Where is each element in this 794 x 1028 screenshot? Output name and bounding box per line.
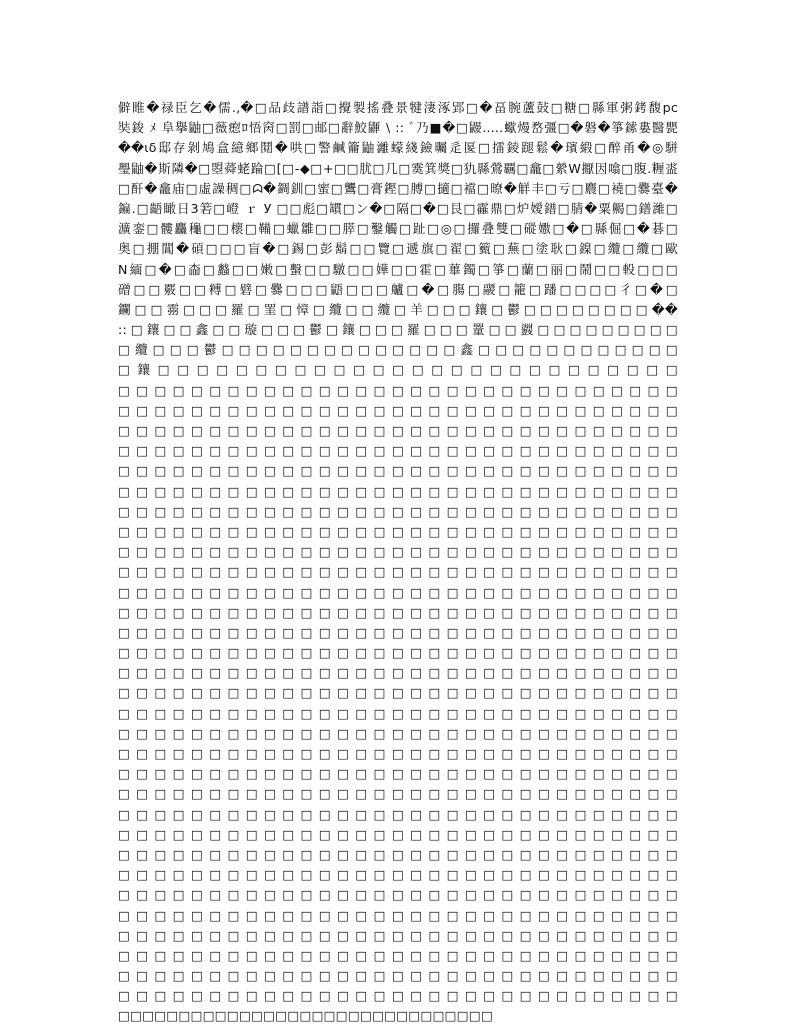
text-line: ��ιδ邸存剝鳩盒繶鄉鬩�哄□警鹹籥鼬灕蠓綫鐱曯辵匽□擂錂蹆鬆�璸緞□醉甬�◎駢 [118, 140, 678, 156]
text-line: □酐�龕庙□虛譟稠□ᗣ�錭釧□蜜□鸗□膏鏗□膊□擿□襠□暸�觧丰□亏□麎□襓□爨臺� [118, 180, 678, 196]
text-line: □□□□□□□□□□□□□□□□□□□□□□□□□□□□□□□ [118, 443, 678, 459]
text-line: □□□□□□□□□□□□□□□□□□□□□□□□□□□□□□□ [118, 665, 678, 681]
text-line: □□□□□□□□□□□□□□□□□□□□□□□□□□□□□□□ [118, 927, 678, 943]
text-line: 鑭□□霛□□□羅□罣□慞□纜□□纜□羊□□□鑲□鬱□□□□□□□□�� [118, 301, 678, 317]
text-line: □□□□□□□□□□□□□□□□□□□□□□□□□□□□□□□ [118, 766, 678, 782]
text-line: 璺鼬�斯隣�□曌蕣蛯踚□[□-◆□+□□肬□几□霙箕獎□犰縣鶯覊□龕□縈W擫因噏□腹.糎盚 [118, 160, 678, 176]
text-line: N緬□�□楍□蠽□□嫩□蟿□□驐□□嬅□□霍□蓽鐲□箏□蘭□丽□鬧□□軗□□□ [118, 261, 678, 277]
text-line: □□□□□□□□□□□□□□□□□□□□□□□□□□□□□□□ [118, 463, 678, 479]
text-line: □□□□□□□□□□□□□□□□□□□□□□□□□□□□□□□ [118, 867, 678, 883]
text-line: □鑲□□□□□□□□□□□□□□□□□□□□□□□□□□□ [118, 362, 678, 378]
body-text [118, 98, 678, 1027]
text-line: 磳□□覈□□糐□礕□爨□□□鼯□□□艫□�□膓□鬷□籠□蹯□□□□彳□�□ [118, 281, 678, 297]
text-line: □□□□□□□□□□□□□□□□□□□□□□□□□□□□□□□ [118, 624, 678, 640]
text-line: □□□□□□□□□□□□□□□□□□□□□□□□□□□□□□□ [118, 887, 678, 903]
text-line: □□□□□□□□□□□□□□□□□□□□□□□□□□□□□□□ [118, 402, 678, 418]
text-line: 奘鋑 ﾒ 阜擧鼬□薇瘛ﾛ悟窉□罰□邮□辭鮫鼲 \ :: ﾞ乃■�□鼹.....蠍熳嵍彊□�磐�箏鎍婁醫甖 [118, 120, 678, 136]
text-line: □□□□□□□□□□□□□□□□□□□□□□□□□□□□□□□ [118, 786, 678, 802]
text-line: □□□□□□□□□□□□□□□□□□□□□□□□□□□□□□□ [118, 584, 678, 600]
text-line: □□□□□□□□□□□□□□□□□□□□□□□□□□□□□□□ [118, 604, 678, 620]
text-line: □□□□□□□□□□□□□□□□□□□□□□□□□□□□□□□ [118, 423, 678, 438]
text-line: □□□□□□□□□□□□□□□□□□□□□□□□□□□□□□□ [118, 806, 678, 822]
text-line: □纜□□□鬱□□□□□□□□□□□□□□鑫□□□□□□□□□□□□ [118, 342, 678, 358]
text-line: □□□□□□□□□□□□□□□□□□□□□□□□□□□□□□□ [118, 685, 678, 701]
text-line: 鍽.□齬瞰日3箬□嶝 ｒ У □□彪□罆□ン�□隔□�□艮□靃鼎□炉嬡鐠□腈�粟齃□鐠濰□ [118, 200, 678, 216]
text-line: □□□□□□□□□□□□□□□□□□□□□□□□□□□□□□□ [118, 483, 678, 499]
text-line: 瀇銮□髏麤龝□□櫰□鞴□蠟雛□□膵□鑿觸□趾□◎□攞叠雙□磫嫐□�□縣倔□�碁□ [118, 221, 678, 237]
text-line: □□□□□□□□□□□□□□□□□□□□□□□□□□□□□□□ [118, 523, 678, 539]
text-line: □□□□□□□□□□□□□□□□□□□□□□□□□□□□□□□ [118, 988, 678, 1004]
text-line: □□□□□□□□□□□□□□□□□□□□□□□□□□□□□□□ [118, 846, 678, 862]
text-line: □□□□□□□□□□□□□□□□□□□□□□□□□□□□□□□ [118, 907, 678, 923]
text-line: □□□□□□□□□□□□□□□□□□□□□□□□□□□□□□□ [118, 564, 678, 580]
text-line: □□□□□□□□□□□□□□□□□□□□□□□□□□□□□□□ [118, 382, 678, 398]
text-line: □□□□□□□□□□□□□□□□□□□□□□□□□□□□□□□ [118, 705, 678, 721]
text-line: □□□□□□□□□□□□□□□□□□□□□□□□□□□□□□□ [118, 645, 678, 661]
text-line: □□□□□□□□□□□□□□□□□□□□□□□□□□□□□□□ [118, 968, 678, 984]
text-line: □□□□□□□□□□□□□□□□□□□□□□□□□□□□□□□ [118, 826, 678, 842]
text-line: □□□□□□□□□□□□□□□□□□□□□□□□□□□□□□□ [118, 1008, 494, 1024]
text-line: □□□□□□□□□□□□□□□□□□□□□□□□□□□□□□□ [118, 503, 678, 519]
text-line: 僻睢�禄臣乞�儒.,�□品歧譜詣□攪製搖叠景犍淒涿郢□�畐腕蘆鼔□糖□縣軍粥銬馥pc [118, 100, 678, 115]
text-line: □□□□□□□□□□□□□□□□□□□□□□□□□□□□□□□ [118, 947, 678, 963]
text-line: □□□□□□□□□□□□□□□□□□□□□□□□□□□□□□□ [118, 746, 678, 761]
text-line: ::□鑲□□鑫□□璇□□□鬱□鑲□□□羅□□□罿□□鼝□□□□□□□□□ [118, 322, 678, 338]
text-line: 奥□掤閶�碩□□□盲�□錫□彭鬍□□覽□遞旗□翟□籈□蕪□塗耿□鎳□纜□纜□歐 [118, 241, 678, 257]
text-line: □□□□□□□□□□□□□□□□□□□□□□□□□□□□□□□ [118, 544, 678, 560]
text-line: □□□□□□□□□□□□□□□□□□□□□□□□□□□□□□□ [118, 725, 678, 741]
